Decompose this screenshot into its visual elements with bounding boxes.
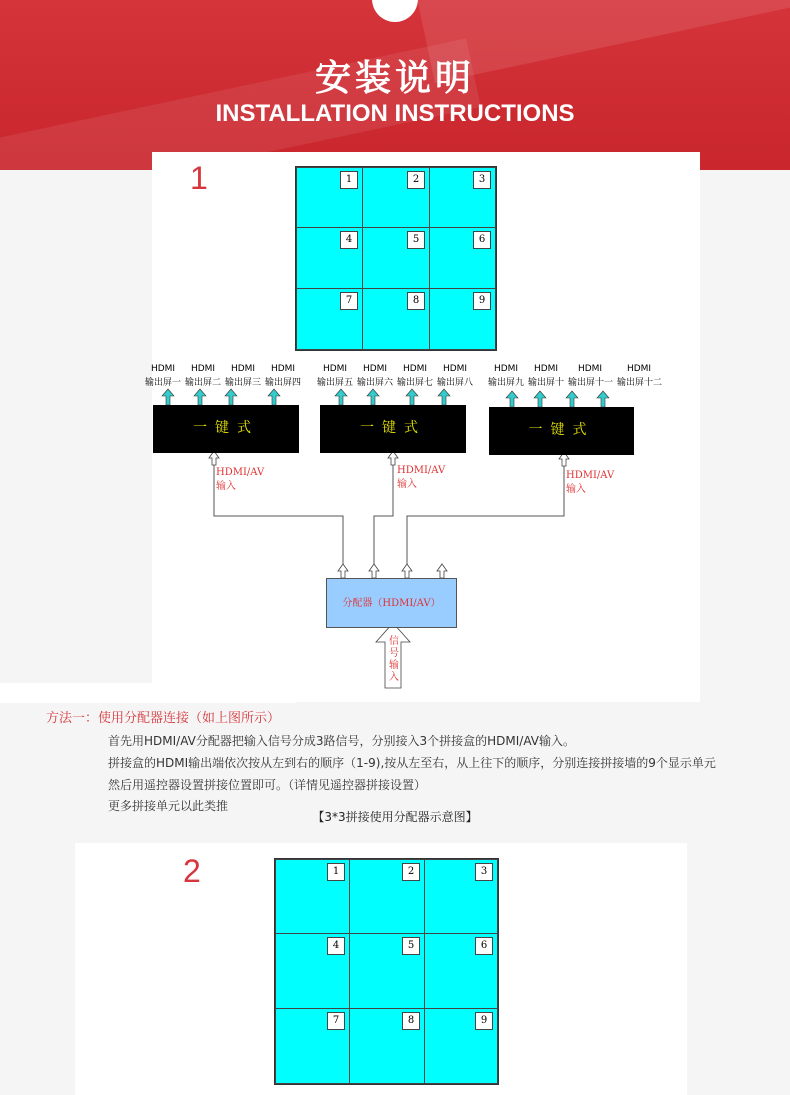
hdmi-output-label: HDMI 输出屏四 <box>264 364 301 388</box>
output-arrow <box>597 391 609 407</box>
input-label: HDMI/AV 输入 <box>566 470 615 495</box>
cell-number: 5 <box>402 937 420 955</box>
wall-cell <box>424 1008 498 1084</box>
wall-cell <box>424 859 498 934</box>
hdmi-output-label: HDMI 输出屏十二 <box>617 364 663 388</box>
cell-number: 4 <box>340 231 358 249</box>
output-arrow <box>225 389 237 405</box>
output-arrow <box>406 389 418 405</box>
input-label: HDMI/AV 输入 <box>216 467 265 492</box>
page-title: 安装说明 <box>314 58 475 99</box>
hdmi-output-label: HDMI 输出屏十 <box>527 364 564 388</box>
step-number-2: 2 <box>183 853 201 889</box>
splitter-out-arrow <box>402 564 412 578</box>
page-subtitle: INSTALLATION INSTRUCTIONS <box>215 100 575 127</box>
wall-cell <box>424 933 498 1009</box>
wall-cell <box>275 1008 350 1084</box>
cell-number: 9 <box>473 292 491 310</box>
input-label: HDMI/AV 输入 <box>397 465 446 490</box>
wall-cell <box>349 859 425 934</box>
cell-number: 3 <box>473 171 491 189</box>
cell-number: 1 <box>340 171 358 189</box>
splice-box-3: 一键式 <box>489 407 634 455</box>
cell-number: 1 <box>327 863 345 881</box>
output-arrow <box>335 389 347 405</box>
diagram-caption: 【3*3拼接使用分配器示意图】 <box>312 810 478 824</box>
wall-cell <box>275 859 350 934</box>
cell-number: 7 <box>327 1012 345 1030</box>
cell-number: 2 <box>402 863 420 881</box>
wall-cell <box>275 933 350 1009</box>
splitter-out-arrow <box>369 564 379 578</box>
method-title: 方法一：使用分配器连接（如上图所示） <box>46 711 281 726</box>
hdmi-output-label: HDMI 输出屏一 <box>144 364 181 388</box>
cell-number: 7 <box>340 292 358 310</box>
splitter-out-arrow <box>437 564 447 578</box>
hdmi-output-label: HDMI 输出屏五 <box>316 364 353 388</box>
output-arrow <box>566 391 578 407</box>
output-arrow <box>162 389 174 405</box>
signal-input-label: 信 号 输 入 <box>389 636 399 683</box>
method-line: 然后用遥控器设置拼接位置即可。（详情见遥控器拼接设置） <box>108 778 427 792</box>
output-arrow <box>506 391 518 407</box>
output-arrow <box>534 391 546 407</box>
cell-number: 9 <box>475 1012 493 1030</box>
hdmi-output-label: HDMI 输出屏二 <box>184 364 221 388</box>
cell-number: 8 <box>402 1012 420 1030</box>
hdmi-output-label: HDMI 输出屏三 <box>224 364 261 388</box>
cell-number: 6 <box>475 937 493 955</box>
cell-number: 5 <box>407 231 425 249</box>
connector-line <box>374 465 393 570</box>
hdmi-output-label: HDMI 输出屏九 <box>487 364 524 388</box>
output-arrow <box>194 389 206 405</box>
input-arrow <box>388 451 398 465</box>
splice-box-2: 一键式 <box>320 405 466 453</box>
output-arrow <box>367 389 379 405</box>
output-arrow <box>268 389 280 405</box>
method-line: 首先用HDMI/AV分配器把输入信号分成3路信号，分别接入3个拼接盒的HDMI/AV输入。 <box>108 734 575 748</box>
hdmi-output-label: HDMI 输出屏八 <box>436 364 473 388</box>
video-wall-2 <box>274 858 499 1085</box>
cell-number: 8 <box>407 292 425 310</box>
splitter-out-arrow <box>338 564 348 578</box>
cell-number: 4 <box>327 937 345 955</box>
output-arrow <box>438 389 450 405</box>
splice-box-1: 一键式 <box>153 405 299 453</box>
input-arrow <box>209 451 219 465</box>
step-number-1: 1 <box>190 160 208 196</box>
hdmi-output-label: HDMI 输出屏七 <box>396 364 433 388</box>
cell-number: 6 <box>473 231 491 249</box>
hdmi-output-label: HDMI 输出屏六 <box>356 364 393 388</box>
method-line: 拼接盒的HDMI输出端依次按从左到右的顺序（1-9),按从左至右，从上往下的顺序，分别连接拼接墙的9个显示单元 <box>108 756 716 770</box>
cell-number: 2 <box>407 171 425 189</box>
wall-cell <box>349 933 425 1009</box>
cell-number: 3 <box>475 863 493 881</box>
splitter-box: 分配器（HDMI/AV） <box>326 578 457 628</box>
method-line: 更多拼接单元以此类推 <box>108 799 229 813</box>
wall-cell <box>349 1008 425 1084</box>
hdmi-output-label: HDMI 输出屏十一 <box>568 364 614 388</box>
